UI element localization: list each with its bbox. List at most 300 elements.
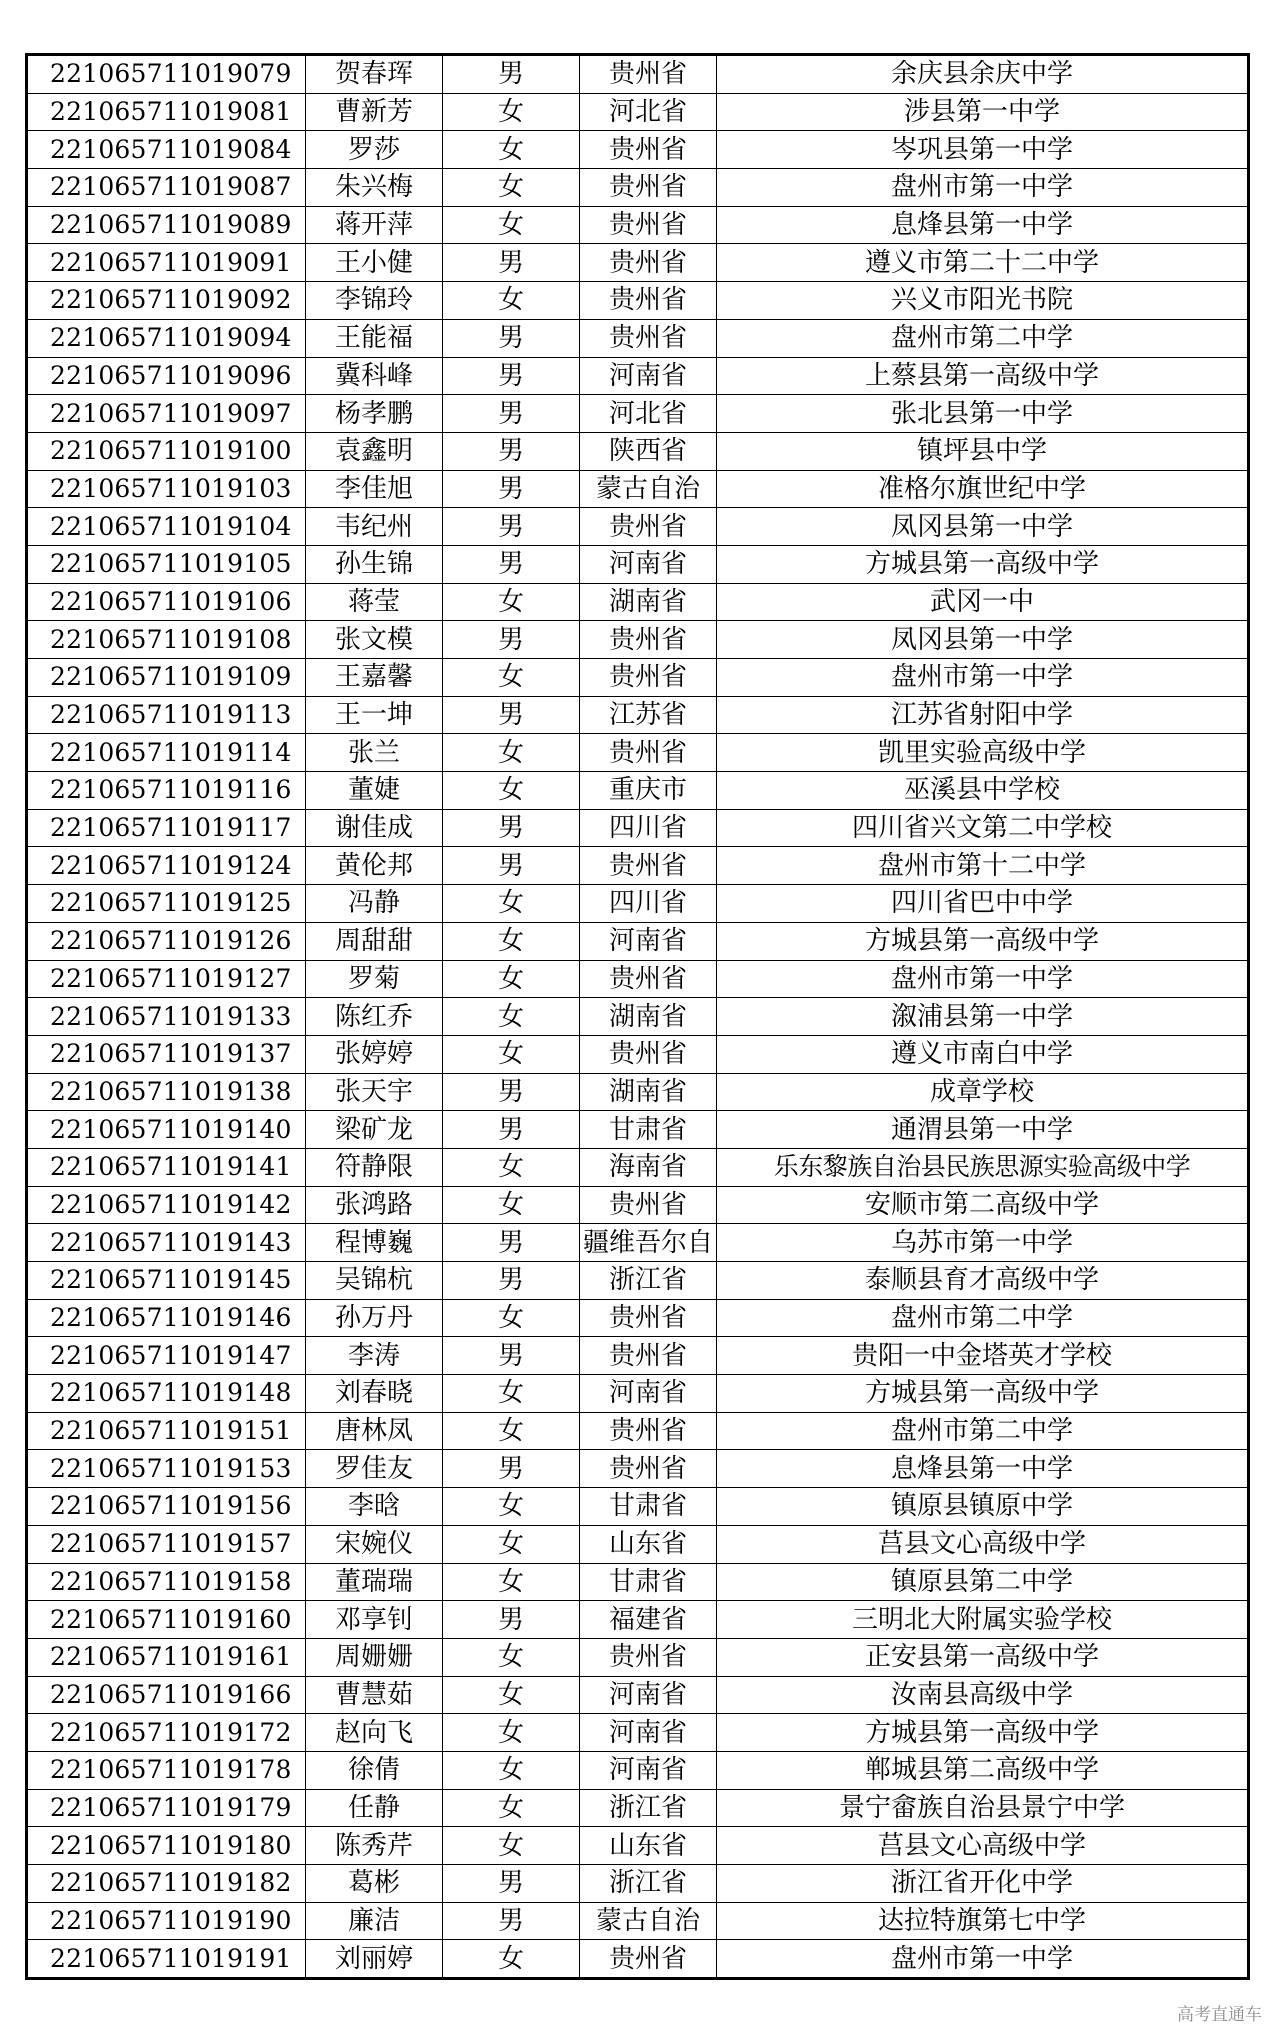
cell-candidate-id: 221065711019142 (27, 1186, 306, 1224)
cell-candidate-id: 221065711019109 (27, 659, 306, 697)
cell-candidate-id: 221065711019114 (27, 734, 306, 772)
cell-candidate-id: 221065711019091 (27, 244, 306, 282)
cell-candidate-id: 221065711019084 (27, 131, 306, 169)
cell-school: 方城县第一高级中学 (717, 545, 1249, 583)
cell-name: 张鸿路 (306, 1186, 443, 1224)
cell-gender: 男 (443, 319, 580, 357)
table-row (27, 1714, 1249, 1752)
cell-province: 河南省 (580, 1751, 717, 1789)
cell-province: 河南省 (580, 922, 717, 960)
cell-school: 准格尔旗世纪中学 (717, 470, 1249, 508)
cell-candidate-id: 221065711019156 (27, 1488, 306, 1526)
cell-gender: 男 (443, 1224, 580, 1262)
table-row (27, 131, 1249, 169)
table-row (27, 319, 1249, 357)
cell-gender: 女 (443, 772, 580, 810)
table-row (27, 659, 1249, 697)
cell-school: 遵义市第二十二中学 (717, 244, 1249, 282)
cell-name: 任静 (306, 1789, 443, 1827)
cell-candidate-id: 221065711019106 (27, 583, 306, 621)
cell-gender: 女 (443, 1789, 580, 1827)
cell-school: 方城县第一高级中学 (717, 1714, 1249, 1752)
student-roster-table (25, 53, 1250, 1980)
cell-name: 黄伦邦 (306, 847, 443, 885)
cell-candidate-id: 221065711019148 (27, 1375, 306, 1413)
table-row (27, 1186, 1249, 1224)
cell-name: 谢佳成 (306, 809, 443, 847)
cell-candidate-id: 221065711019108 (27, 621, 306, 659)
cell-name: 李锦玲 (306, 282, 443, 320)
cell-candidate-id: 221065711019104 (27, 508, 306, 546)
table-row (27, 1563, 1249, 1601)
cell-school: 贵阳一中金塔英才学校 (717, 1337, 1249, 1375)
cell-gender: 男 (443, 508, 580, 546)
cell-gender: 男 (443, 1073, 580, 1111)
cell-school: 四川省巴中中学 (717, 885, 1249, 923)
cell-gender: 男 (443, 395, 580, 433)
cell-province: 河南省 (580, 1714, 717, 1752)
cell-candidate-id: 221065711019153 (27, 1450, 306, 1488)
cell-candidate-id: 221065711019141 (27, 1148, 306, 1186)
table-row (27, 1940, 1249, 1979)
cell-name: 廉洁 (306, 1902, 443, 1940)
cell-school: 乌苏市第一中学 (717, 1224, 1249, 1262)
cell-name: 刘春晓 (306, 1375, 443, 1413)
cell-candidate-id: 221065711019137 (27, 1035, 306, 1073)
table-row (27, 772, 1249, 810)
table-row (27, 1827, 1249, 1865)
cell-province: 贵州省 (580, 282, 717, 320)
cell-school: 涉县第一中学 (717, 93, 1249, 131)
cell-province: 山东省 (580, 1525, 717, 1563)
cell-name: 唐林凤 (306, 1412, 443, 1450)
cell-province: 河南省 (580, 1676, 717, 1714)
cell-province: 湖南省 (580, 998, 717, 1036)
table-row (27, 1601, 1249, 1639)
cell-gender: 女 (443, 1563, 580, 1601)
cell-school: 浙江省开化中学 (717, 1865, 1249, 1903)
cell-gender: 女 (443, 93, 580, 131)
cell-name: 吴锦杭 (306, 1262, 443, 1300)
table-row (27, 1111, 1249, 1149)
cell-name: 韦纪州 (306, 508, 443, 546)
table-row (27, 55, 1249, 94)
cell-school: 盘州市第一中学 (717, 1940, 1249, 1979)
cell-gender: 男 (443, 470, 580, 508)
cell-gender: 女 (443, 1638, 580, 1676)
cell-province: 贵州省 (580, 734, 717, 772)
cell-school: 莒县文心高级中学 (717, 1827, 1249, 1865)
cell-province: 江苏省 (580, 696, 717, 734)
cell-school: 余庆县余庆中学 (717, 55, 1249, 94)
cell-province: 贵州省 (580, 621, 717, 659)
cell-candidate-id: 221065711019160 (27, 1601, 306, 1639)
cell-province: 甘肃省 (580, 1563, 717, 1601)
cell-candidate-id: 221065711019182 (27, 1865, 306, 1903)
cell-name: 周甜甜 (306, 922, 443, 960)
cell-school: 息烽县第一中学 (717, 206, 1249, 244)
table-row (27, 885, 1249, 923)
cell-candidate-id: 221065711019092 (27, 282, 306, 320)
cell-province: 贵州省 (580, 55, 717, 94)
cell-name: 罗佳友 (306, 1450, 443, 1488)
cell-school: 达拉特旗第七中学 (717, 1902, 1249, 1940)
table-row (27, 1224, 1249, 1262)
cell-candidate-id: 221065711019126 (27, 922, 306, 960)
cell-province: 湖南省 (580, 1073, 717, 1111)
table-row (27, 1412, 1249, 1450)
cell-province: 贵州省 (580, 169, 717, 207)
cell-candidate-id: 221065711019117 (27, 809, 306, 847)
cell-school: 四川省兴文第二中学校 (717, 809, 1249, 847)
cell-gender: 女 (443, 1676, 580, 1714)
cell-province: 贵州省 (580, 1638, 717, 1676)
cell-name: 李涛 (306, 1337, 443, 1375)
cell-gender: 女 (443, 1412, 580, 1450)
table-row (27, 1488, 1249, 1526)
cell-province: 四川省 (580, 885, 717, 923)
cell-province: 贵州省 (580, 508, 717, 546)
cell-school: 镇原县第二中学 (717, 1563, 1249, 1601)
cell-province: 海南省 (580, 1148, 717, 1186)
table-row (27, 1299, 1249, 1337)
cell-name: 王能福 (306, 319, 443, 357)
cell-candidate-id: 221065711019096 (27, 357, 306, 395)
cell-candidate-id: 221065711019124 (27, 847, 306, 885)
cell-school: 岑巩县第一中学 (717, 131, 1249, 169)
cell-candidate-id: 221065711019140 (27, 1111, 306, 1149)
table-row (27, 1450, 1249, 1488)
cell-gender: 男 (443, 1111, 580, 1149)
cell-school: 盘州市第十二中学 (717, 847, 1249, 885)
cell-province: 河南省 (580, 357, 717, 395)
cell-candidate-id: 221065711019172 (27, 1714, 306, 1752)
cell-candidate-id: 221065711019191 (27, 1940, 306, 1979)
cell-province: 贵州省 (580, 131, 717, 169)
cell-province: 河北省 (580, 395, 717, 433)
cell-candidate-id: 221065711019179 (27, 1789, 306, 1827)
cell-name: 孙生锦 (306, 545, 443, 583)
table-row (27, 470, 1249, 508)
cell-province: 贵州省 (580, 960, 717, 998)
cell-gender: 女 (443, 1375, 580, 1413)
cell-candidate-id: 221065711019180 (27, 1827, 306, 1865)
cell-gender: 女 (443, 659, 580, 697)
cell-candidate-id: 221065711019081 (27, 93, 306, 131)
cell-school: 汝南县高级中学 (717, 1676, 1249, 1714)
cell-candidate-id: 221065711019138 (27, 1073, 306, 1111)
cell-candidate-id: 221065711019143 (27, 1224, 306, 1262)
cell-province: 蒙古自治 (580, 1902, 717, 1940)
cell-name: 罗莎 (306, 131, 443, 169)
table-row (27, 1375, 1249, 1413)
cell-school: 息烽县第一中学 (717, 1450, 1249, 1488)
cell-school: 盘州市第二中学 (717, 319, 1249, 357)
cell-province: 甘肃省 (580, 1488, 717, 1526)
cell-gender: 男 (443, 1337, 580, 1375)
table-row (27, 960, 1249, 998)
table-row (27, 1337, 1249, 1375)
cell-gender: 男 (443, 847, 580, 885)
cell-name: 袁鑫明 (306, 432, 443, 470)
cell-candidate-id: 221065711019166 (27, 1676, 306, 1714)
cell-school: 三明北大附属实验学校 (717, 1601, 1249, 1639)
cell-gender: 男 (443, 244, 580, 282)
table-row (27, 1902, 1249, 1940)
cell-school: 郸城县第二高级中学 (717, 1751, 1249, 1789)
cell-name: 蒋开萍 (306, 206, 443, 244)
cell-gender: 女 (443, 1940, 580, 1979)
table-row (27, 1751, 1249, 1789)
cell-name: 宋婉仪 (306, 1525, 443, 1563)
cell-name: 邓享钊 (306, 1601, 443, 1639)
cell-name: 曹新芳 (306, 93, 443, 131)
table-row (27, 621, 1249, 659)
table-row (27, 282, 1249, 320)
cell-province: 贵州省 (580, 1940, 717, 1979)
cell-name: 张文模 (306, 621, 443, 659)
cell-name: 葛彬 (306, 1865, 443, 1903)
cell-province: 贵州省 (580, 1412, 717, 1450)
cell-name: 曹慧茹 (306, 1676, 443, 1714)
cell-gender: 女 (443, 998, 580, 1036)
cell-gender: 男 (443, 357, 580, 395)
watermark-text: 高考直通车 (1177, 2005, 1262, 2025)
table-row (27, 244, 1249, 282)
table-row (27, 1525, 1249, 1563)
cell-candidate-id: 221065711019161 (27, 1638, 306, 1676)
table-row (27, 1789, 1249, 1827)
cell-name: 冀科峰 (306, 357, 443, 395)
cell-name: 王一坤 (306, 696, 443, 734)
cell-province: 湖南省 (580, 583, 717, 621)
cell-gender: 女 (443, 206, 580, 244)
cell-gender: 女 (443, 960, 580, 998)
cell-school: 巫溪县中学校 (717, 772, 1249, 810)
cell-gender: 女 (443, 1148, 580, 1186)
cell-candidate-id: 221065711019100 (27, 432, 306, 470)
cell-name: 周姗姗 (306, 1638, 443, 1676)
cell-name: 刘丽婷 (306, 1940, 443, 1979)
cell-gender: 女 (443, 885, 580, 923)
cell-name: 王嘉馨 (306, 659, 443, 697)
table-row (27, 508, 1249, 546)
cell-name: 罗菊 (306, 960, 443, 998)
cell-school: 江苏省射阳中学 (717, 696, 1249, 734)
cell-school: 镇坪县中学 (717, 432, 1249, 470)
cell-name: 张兰 (306, 734, 443, 772)
cell-candidate-id: 221065711019094 (27, 319, 306, 357)
cell-school: 方城县第一高级中学 (717, 1375, 1249, 1413)
cell-gender: 男 (443, 55, 580, 94)
cell-name: 朱兴梅 (306, 169, 443, 207)
cell-province: 浙江省 (580, 1789, 717, 1827)
cell-school: 张北县第一中学 (717, 395, 1249, 433)
cell-gender: 男 (443, 809, 580, 847)
cell-province: 山东省 (580, 1827, 717, 1865)
cell-name: 王小健 (306, 244, 443, 282)
cell-candidate-id: 221065711019157 (27, 1525, 306, 1563)
cell-name: 董婕 (306, 772, 443, 810)
cell-gender: 女 (443, 169, 580, 207)
cell-name: 贺春珲 (306, 55, 443, 94)
cell-candidate-id: 221065711019097 (27, 395, 306, 433)
cell-province: 河南省 (580, 545, 717, 583)
cell-gender: 女 (443, 1488, 580, 1526)
table-row (27, 1865, 1249, 1903)
cell-gender: 男 (443, 1865, 580, 1903)
table-row (27, 734, 1249, 772)
cell-province: 浙江省 (580, 1262, 717, 1300)
table-row (27, 1676, 1249, 1714)
cell-school: 上蔡县第一高级中学 (717, 357, 1249, 395)
cell-candidate-id: 221065711019190 (27, 1902, 306, 1940)
cell-name: 程博巍 (306, 1224, 443, 1262)
table-row (27, 432, 1249, 470)
cell-gender: 女 (443, 1035, 580, 1073)
cell-school: 通渭县第一中学 (717, 1111, 1249, 1149)
cell-name: 张婷婷 (306, 1035, 443, 1073)
cell-gender: 女 (443, 922, 580, 960)
cell-name: 陈秀芹 (306, 1827, 443, 1865)
cell-school: 莒县文心高级中学 (717, 1525, 1249, 1563)
cell-gender: 女 (443, 1186, 580, 1224)
cell-province: 贵州省 (580, 1035, 717, 1073)
cell-candidate-id: 221065711019116 (27, 772, 306, 810)
table-row (27, 1035, 1249, 1073)
cell-school: 成章学校 (717, 1073, 1249, 1111)
table-row (27, 206, 1249, 244)
cell-province: 四川省 (580, 809, 717, 847)
cell-gender: 女 (443, 1525, 580, 1563)
cell-school: 泰顺县育才高级中学 (717, 1262, 1249, 1300)
table-row (27, 1262, 1249, 1300)
cell-province: 贵州省 (580, 1299, 717, 1337)
cell-school: 盘州市第二中学 (717, 1299, 1249, 1337)
cell-school: 景宁畲族自治县景宁中学 (717, 1789, 1249, 1827)
cell-school: 盘州市第一中学 (717, 659, 1249, 697)
cell-province: 贵州省 (580, 206, 717, 244)
cell-candidate-id: 221065711019147 (27, 1337, 306, 1375)
cell-gender: 女 (443, 734, 580, 772)
cell-gender: 女 (443, 1299, 580, 1337)
cell-province: 贵州省 (580, 659, 717, 697)
table-row (27, 545, 1249, 583)
cell-name: 梁矿龙 (306, 1111, 443, 1149)
cell-candidate-id: 221065711019133 (27, 998, 306, 1036)
cell-province: 陕西省 (580, 432, 717, 470)
cell-candidate-id: 221065711019087 (27, 169, 306, 207)
cell-school: 凤冈县第一中学 (717, 621, 1249, 659)
cell-province: 河南省 (580, 1375, 717, 1413)
table-row (27, 998, 1249, 1036)
cell-school: 武冈一中 (717, 583, 1249, 621)
cell-province: 贵州省 (580, 244, 717, 282)
table-row (27, 922, 1249, 960)
cell-province: 贵州省 (580, 319, 717, 357)
cell-gender: 女 (443, 1714, 580, 1752)
table-row (27, 1148, 1249, 1186)
cell-school: 遵义市南白中学 (717, 1035, 1249, 1073)
cell-candidate-id: 221065711019125 (27, 885, 306, 923)
cell-province: 疆维吾尔自 (580, 1224, 717, 1262)
cell-gender: 男 (443, 1902, 580, 1940)
cell-province: 甘肃省 (580, 1111, 717, 1149)
cell-gender: 女 (443, 282, 580, 320)
cell-province: 贵州省 (580, 847, 717, 885)
cell-candidate-id: 221065711019105 (27, 545, 306, 583)
cell-province: 重庆市 (580, 772, 717, 810)
table-row (27, 583, 1249, 621)
cell-gender: 女 (443, 131, 580, 169)
table-row (27, 169, 1249, 207)
cell-name: 张天宇 (306, 1073, 443, 1111)
cell-school: 盘州市第一中学 (717, 169, 1249, 207)
cell-name: 李佳旭 (306, 470, 443, 508)
cell-name: 杨孝鹏 (306, 395, 443, 433)
cell-province: 河北省 (580, 93, 717, 131)
cell-name: 符静限 (306, 1148, 443, 1186)
cell-candidate-id: 221065711019113 (27, 696, 306, 734)
cell-gender: 男 (443, 545, 580, 583)
table-row (27, 809, 1249, 847)
cell-name: 徐倩 (306, 1751, 443, 1789)
cell-candidate-id: 221065711019146 (27, 1299, 306, 1337)
table-row (27, 1638, 1249, 1676)
cell-school: 安顺市第二高级中学 (717, 1186, 1249, 1224)
cell-province: 贵州省 (580, 1186, 717, 1224)
cell-gender: 男 (443, 1450, 580, 1488)
table-row (27, 357, 1249, 395)
cell-province: 贵州省 (580, 1450, 717, 1488)
cell-school: 盘州市第一中学 (717, 960, 1249, 998)
table-row (27, 93, 1249, 131)
cell-name: 孙万丹 (306, 1299, 443, 1337)
table-row (27, 395, 1249, 433)
cell-name: 董瑞瑞 (306, 1563, 443, 1601)
cell-province: 蒙古自治 (580, 470, 717, 508)
cell-candidate-id: 221065711019178 (27, 1751, 306, 1789)
cell-name: 李晗 (306, 1488, 443, 1526)
cell-gender: 女 (443, 1827, 580, 1865)
cell-school: 方城县第一高级中学 (717, 922, 1249, 960)
cell-school: 正安县第一高级中学 (717, 1638, 1249, 1676)
table-row (27, 1073, 1249, 1111)
cell-candidate-id: 221065711019089 (27, 206, 306, 244)
cell-gender: 男 (443, 621, 580, 659)
roster-body (27, 55, 1249, 1979)
cell-name: 赵向飞 (306, 1714, 443, 1752)
table-row (27, 696, 1249, 734)
cell-school: 兴义市阳光书院 (717, 282, 1249, 320)
cell-school: 溆浦县第一中学 (717, 998, 1249, 1036)
cell-province: 贵州省 (580, 1337, 717, 1375)
cell-gender: 男 (443, 432, 580, 470)
cell-school: 凯里实验高级中学 (717, 734, 1249, 772)
cell-gender: 男 (443, 696, 580, 734)
cell-candidate-id: 221065711019145 (27, 1262, 306, 1300)
cell-province: 浙江省 (580, 1865, 717, 1903)
cell-gender: 男 (443, 1601, 580, 1639)
cell-name: 蒋莹 (306, 583, 443, 621)
cell-school: 盘州市第二中学 (717, 1412, 1249, 1450)
cell-school: 镇原县镇原中学 (717, 1488, 1249, 1526)
table-row (27, 847, 1249, 885)
cell-candidate-id: 221065711019151 (27, 1412, 306, 1450)
cell-candidate-id: 221065711019079 (27, 55, 306, 94)
cell-school: 凤冈县第一中学 (717, 508, 1249, 546)
cell-province: 福建省 (580, 1601, 717, 1639)
